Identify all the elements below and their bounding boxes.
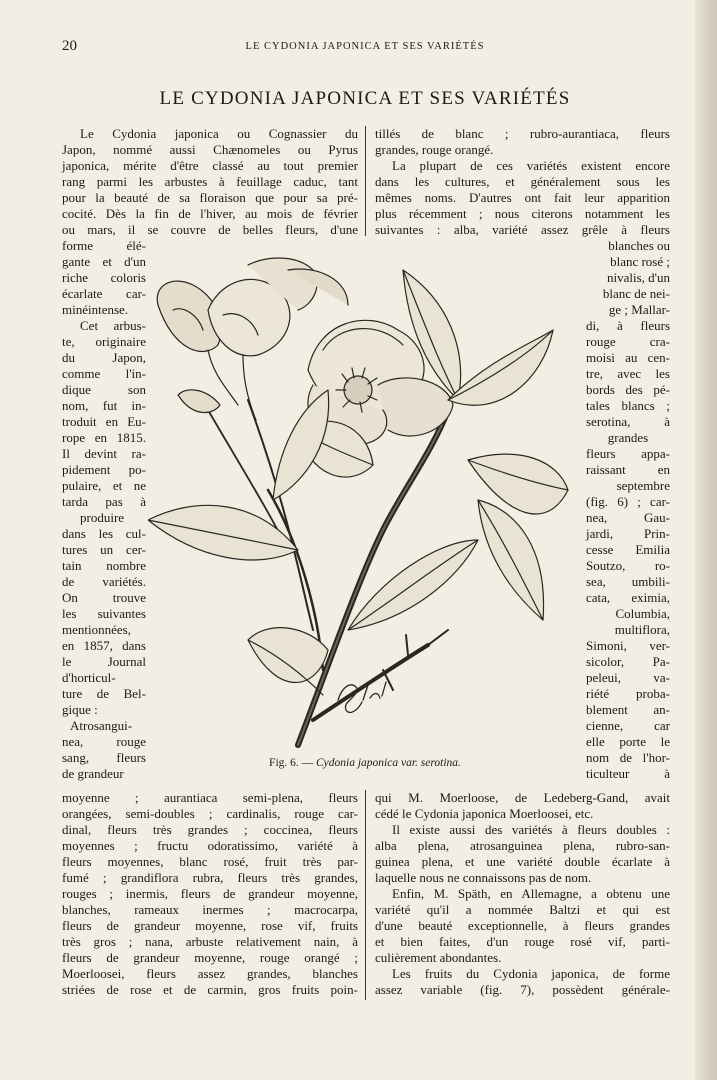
- page-edge: [695, 0, 717, 1080]
- left-column-line: moyennes ; fructu odoratissimo, variété à: [62, 838, 358, 853]
- right-column-line: rouge cra-: [586, 334, 670, 349]
- left-column-line: On trouve: [62, 590, 146, 605]
- left-column-line: tures un cer-: [62, 542, 146, 557]
- right-column-line: raissant en: [586, 462, 670, 477]
- right-column-line: jardi, Prin-: [586, 526, 670, 541]
- left-column-line: Atrosangui-: [70, 718, 133, 733]
- figure-number: Fig. 6. —: [269, 757, 314, 769]
- right-column-line: cédé le Cydonia japonica Moerloosei, etc.: [375, 806, 594, 821]
- right-column-line: peleui, va-: [586, 670, 670, 685]
- right-column-line: tales blancs ;: [586, 398, 670, 413]
- left-column-line: fleurs de grandeur moyenne, rose vif, fruits: [62, 918, 358, 933]
- right-column-line: dans les cultures, et généralement sous les: [375, 174, 670, 189]
- left-column-line: d'horticul-: [62, 670, 116, 685]
- right-column-line: et bien faites, d'un rouge rosé vif, parti-: [375, 934, 670, 949]
- left-column-line: mentionnées,: [62, 622, 131, 637]
- left-column-line: du Japon,: [62, 350, 146, 365]
- right-column-line: mêmes noms. D'autres ont fait leur apparition: [375, 190, 670, 205]
- left-column-line: Japon, nommé aussi Chænomeles ou Pyrus: [62, 142, 358, 157]
- left-column-line: pulaire, et ne: [62, 478, 146, 493]
- left-column-line: dique son: [62, 382, 146, 397]
- left-column-line: troduit en Eu-: [62, 414, 146, 429]
- right-column-line: bords des pé-: [586, 382, 670, 397]
- left-column-line: Il devint ra-: [62, 446, 146, 461]
- article-title: LE CYDONIA JAPONICA ET SES VARIÉTÉS: [159, 88, 571, 109]
- left-column-line: le Journal: [62, 654, 146, 669]
- right-column-line: culièrement abondantes.: [375, 950, 502, 965]
- left-column-line: pidement po-: [62, 462, 146, 477]
- right-column-line: multiflora,: [614, 622, 670, 637]
- left-column-line: riche coloris: [62, 270, 146, 285]
- right-column-line: Columbia,: [615, 606, 670, 621]
- left-column-line: rouges ; inermis, fleurs de grandeur moyenne,: [62, 886, 358, 901]
- right-column-line: nea, Gau-: [586, 510, 670, 525]
- left-column-line: Moerloosei, fleurs assez grandes, blanches: [62, 966, 358, 981]
- right-column-line: ticulteur à: [586, 766, 670, 781]
- page-number: 20: [62, 38, 77, 54]
- right-column-line: Les fruits du Cydonia japonica, de forme: [392, 966, 670, 981]
- left-column-line: de grandeur: [62, 766, 124, 781]
- right-column-line: laquelle nous ne connaissons pas de nom.: [375, 870, 592, 885]
- right-column-line: moisi au cen-: [586, 350, 670, 365]
- left-column-line: très gros ; nana, arbuste relativement nain, à: [62, 934, 358, 949]
- left-column-line: fumé ; grandiflora rubra, fleurs très grandes,: [62, 870, 358, 885]
- right-column-line: suivantes : alba, variété assez grêle à fleurs: [375, 222, 670, 237]
- figure-caption: [200, 757, 530, 769]
- left-column-line: minéintense.: [62, 302, 129, 317]
- right-column-line: grandes, rouge orangé.: [375, 142, 494, 157]
- right-column-line: Enfin, M. Späth, en Allemagne, a obtenu une: [392, 886, 670, 901]
- left-column-line: dinal, fleurs très grandes ; coccinea, fleurs: [62, 822, 358, 837]
- right-column-line: blement an-: [586, 702, 670, 717]
- right-column-line: blanc de nei-: [602, 286, 670, 301]
- right-column-line: di, à fleurs: [586, 318, 670, 333]
- right-column-line: cesse Emilia: [586, 542, 670, 557]
- left-column-line: rope en 1815.: [62, 430, 146, 445]
- left-column-line: comme l'in-: [62, 366, 146, 381]
- right-column-line: Simoni, ver-: [586, 638, 670, 653]
- left-column-line: gante et d'un: [62, 254, 146, 269]
- right-column-line: Il existe aussi des variétés à fleurs doubles :: [392, 822, 670, 837]
- column-rule: [365, 790, 366, 1000]
- right-column-line: cata, eximia,: [586, 590, 670, 605]
- left-column-line: gique :: [62, 702, 98, 717]
- left-column-line: Le Cydonia japonica ou Cognassier du: [80, 126, 358, 141]
- right-column-line: guinea plena, et une variété double écarlate à: [375, 854, 670, 869]
- right-column-line: tre, avec les: [586, 366, 670, 381]
- left-column-line: tain nombre: [62, 558, 146, 573]
- right-column-line: serotina, à: [586, 414, 670, 429]
- left-column-line: ou mars, il se couvre de belles fleurs, d'une: [62, 222, 358, 237]
- right-column-line: sicolor, Pa-: [586, 654, 670, 669]
- right-column-line: d'une beauté exceptionnelle, à fleurs grandes: [375, 918, 670, 933]
- left-column-line: dans les cul-: [62, 526, 146, 541]
- left-column-line: de variétés.: [62, 574, 146, 589]
- left-column-line: te, originaire: [62, 334, 146, 349]
- left-column-line: ture de Bel-: [62, 686, 146, 701]
- left-column-line: forme élé-: [62, 238, 146, 253]
- column-rule: [365, 126, 366, 236]
- left-column-line: striées de rose et de carmin, gros fruits poin-: [62, 982, 358, 997]
- right-column-line: grandes: [607, 430, 649, 445]
- right-column-line: plus récemment ; nous citerons notamment les: [375, 206, 670, 221]
- left-column-line: cocité. Dès la fin de l'hiver, au mois de février: [62, 206, 358, 221]
- left-column-line: pour la beauté de sa floraison que pour sa pré-: [62, 190, 358, 205]
- left-column-line: les suivantes: [62, 606, 146, 621]
- left-column-line: en 1857, dans: [62, 638, 146, 653]
- right-column-line: ge ; Mallar-: [608, 302, 670, 317]
- right-column-line: riété proba-: [586, 686, 670, 701]
- right-column-line: cienne, car: [586, 718, 670, 733]
- right-column-line: alba plena, atrosanguinea plena, rubro-san-: [375, 838, 670, 853]
- left-column-line: japonica, mérite d'être classé au tout premier: [62, 158, 358, 173]
- figure-illustration: [148, 250, 576, 750]
- left-column-line: nea, rouge: [62, 734, 146, 749]
- left-column-line: rang parmi les arbustes à feuillage caduc, tant: [62, 174, 358, 189]
- right-column-line: septembre: [616, 478, 670, 493]
- right-column-line: variété qu'il a nommée Baltzi et qui est: [375, 902, 670, 917]
- quince-engraving: [148, 250, 576, 750]
- left-column-line: sang, fleurs: [62, 750, 146, 765]
- right-column-line: qui M. Moerloose, de Ledeberg-Gand, avait: [375, 790, 670, 805]
- left-column-line: écarlate car-: [62, 286, 146, 301]
- left-column-line: blanches, rameaux inermes ; macrocarpa,: [62, 902, 358, 917]
- right-column-line: tillés de blanc ; rubro-aurantiaca, fleurs: [375, 126, 670, 141]
- right-column-line: fleurs appa-: [586, 446, 670, 461]
- left-column-line: moyenne ; aurantiaca semi-plena, fleurs: [62, 790, 358, 805]
- left-column-line: Cet arbus-: [80, 318, 146, 333]
- right-column-line: La plupart de ces variétés existent encore: [392, 158, 670, 173]
- left-column-line: fleurs de grandeur moyenne, rouge orangé ;: [62, 950, 358, 965]
- right-column-line: assez variable (fig. 7), possèdent générale-: [375, 982, 670, 997]
- left-column-line: nom, fut in-: [62, 398, 146, 413]
- right-column-line: nom de l'hor-: [586, 750, 670, 765]
- right-column-line: nivalis, d'un: [606, 270, 670, 285]
- right-column-line: (fig. 6) ; car-: [586, 494, 670, 509]
- left-column-line: orangées, semi-doubles ; cardinalis, rouge car-: [62, 806, 358, 821]
- running-head: [62, 38, 668, 56]
- right-column-line: blanches ou: [608, 238, 670, 253]
- right-column-line: blanc rosé ;: [610, 254, 670, 269]
- running-title: LE CYDONIA JAPONICA ET SES VARIÉTÉS: [245, 41, 485, 52]
- left-column-line: fleurs moyennes, blanc rosé, fruit très par-: [62, 854, 358, 869]
- right-column-line: elle porte le: [586, 734, 670, 749]
- right-column-line: Soutzo, ro-: [586, 558, 670, 573]
- left-column-line: produire: [80, 510, 125, 525]
- right-column-line: sea, umbili-: [586, 574, 670, 589]
- left-column-line: tarda pas à: [62, 494, 146, 509]
- figure-caption-text: Cydonia japonica var. serotina.: [316, 757, 461, 769]
